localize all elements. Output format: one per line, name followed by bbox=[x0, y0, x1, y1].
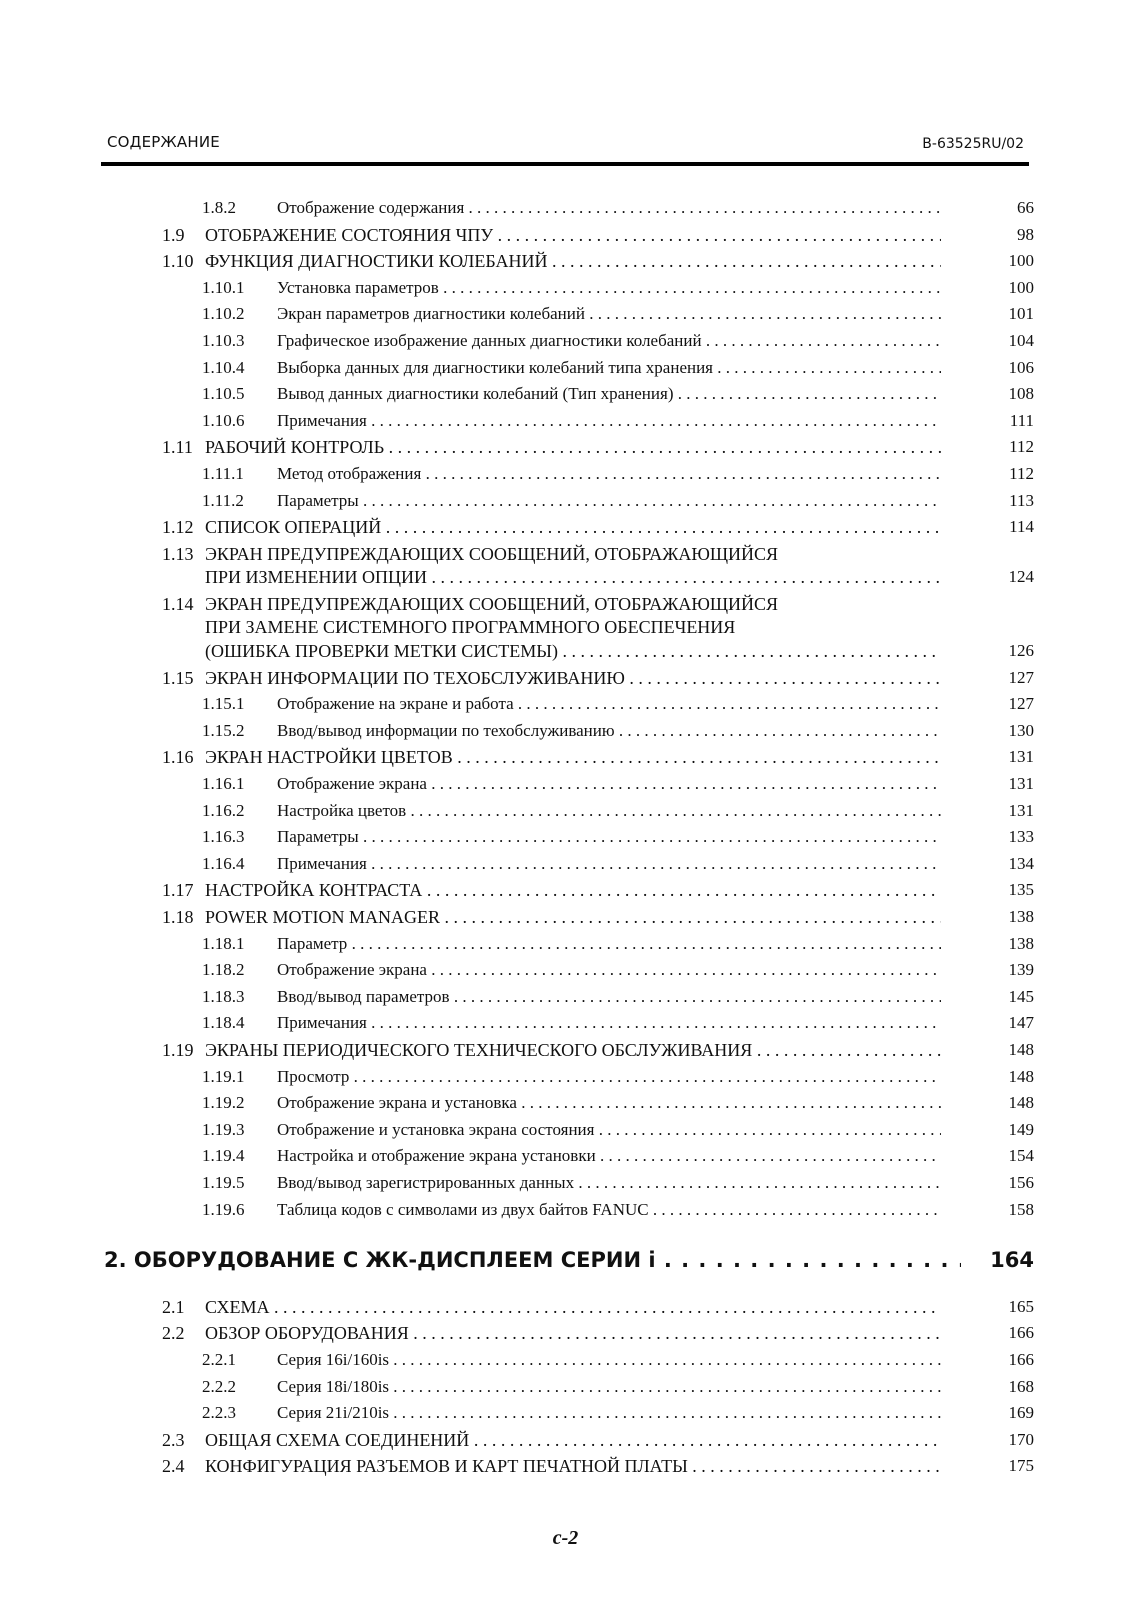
toc-entry[interactable]: 1.16 ЭКРАН НАСТРОЙКИ ЦВЕТОВ . . . 131 bbox=[0, 747, 1131, 774]
toc-entry[interactable]: 1.19.1 Просмотр . . . 148 bbox=[0, 1067, 1131, 1094]
toc-entry-continued[interactable]: ПРИ ЗАМЕНЕ СИСТЕМНОГО ПРОГРАММНОГО ОБЕСПЕЧЕНИЯ bbox=[205, 617, 736, 638]
toc-entry[interactable]: 1.9 ОТОБРАЖЕНИЕ СОСТОЯНИЯ ЧПУ . . . 98 bbox=[0, 225, 1131, 252]
header-document-code: B-63525RU/02 bbox=[922, 136, 1024, 152]
toc-entry-continued[interactable]: (ОШИБКА ПРОВЕРКИ МЕТКИ СИСТЕМЫ) . . . 126 bbox=[0, 641, 1131, 668]
toc-entry[interactable]: 1.14 ЭКРАН ПРЕДУПРЕЖДАЮЩИХ СООБЩЕНИЙ, ОТОБРАЖАЮЩИЙСЯ bbox=[162, 593, 778, 614]
toc-entry-continued[interactable]: ПРИ ИЗМЕНЕНИИ ОПЦИИ . . . 124 bbox=[0, 567, 1131, 594]
toc-entry[interactable]: 1.19.5 Ввод/вывод зарегистрированных данных . . . 156 bbox=[0, 1173, 1131, 1200]
toc-entry[interactable]: 1.11.2 Параметры . . . 113 bbox=[0, 491, 1131, 518]
toc-entry[interactable]: 1.11.1 Метод отображения . . . 112 bbox=[0, 464, 1131, 491]
toc-entry[interactable]: 1.10.4 Выборка данных для диагностики колебаний типа хранения . . . 106 bbox=[0, 358, 1131, 385]
toc-entry[interactable]: 1.11 РАБОЧИЙ КОНТРОЛЬ . . . 112 bbox=[0, 437, 1131, 464]
toc-entry[interactable]: 1.10.5 Вывод данных диагностики колебаний (Тип хранения) . . . 108 bbox=[0, 384, 1131, 411]
toc-entry[interactable]: 1.8.2 Отображение содержания . . . 66 bbox=[0, 198, 1131, 225]
toc-entry[interactable]: 1.19.2 Отображение экрана и установка . . . 148 bbox=[0, 1093, 1131, 1120]
toc-entry[interactable]: 1.18.2 Отображение экрана . . . 139 bbox=[0, 960, 1131, 987]
header-section-title: СОДЕРЖАНИЕ bbox=[107, 133, 220, 151]
toc-entry[interactable]: 2.4 КОНФИГУРАЦИЯ РАЗЪЕМОВ И КАРТ ПЕЧАТНОЙ ПЛАТЫ . . . 175 bbox=[0, 1456, 1131, 1483]
toc-entry[interactable]: 1.10.3 Графическое изображение данных диагностики колебаний . . . 104 bbox=[0, 331, 1131, 358]
toc-entry[interactable]: 1.13 ЭКРАН ПРЕДУПРЕЖДАЮЩИХ СООБЩЕНИЙ, ОТОБРАЖАЮЩИЙСЯ bbox=[162, 543, 778, 564]
toc-entry[interactable]: 1.10.2 Экран параметров диагностики колебаний . . . 101 bbox=[0, 304, 1131, 331]
toc-chapter-heading[interactable]: 2. ОБОРУДОВАНИЕ С ЖК-ДИСПЛЕЕМ СЕРИИ i . . . 164 bbox=[0, 1248, 1131, 1275]
page-number: c-2 bbox=[552, 1527, 579, 1549]
toc-entry[interactable]: 2.3 ОБЩАЯ СХЕМА СОЕДИНЕНИЙ . . . 170 bbox=[0, 1430, 1131, 1457]
toc-entry[interactable]: 1.16.1 Отображение экрана . . . 131 bbox=[0, 774, 1131, 801]
toc-entry[interactable]: 1.19.3 Отображение и установка экрана состояния . . . 149 bbox=[0, 1120, 1131, 1147]
toc-entry[interactable]: 1.10.6 Примечания . . . 111 bbox=[0, 411, 1131, 438]
toc-entry[interactable]: 2.1 СХЕМА . . . 165 bbox=[0, 1297, 1131, 1324]
toc-entry[interactable]: 1.16.4 Примечания . . . 134 bbox=[0, 854, 1131, 881]
toc-entry[interactable]: 1.19 ЭКРАНЫ ПЕРИОДИЧЕСКОГО ТЕХНИЧЕСКОГО ОБСЛУЖИВАНИЯ . . . 148 bbox=[0, 1040, 1131, 1067]
toc-entry[interactable]: 1.19.4 Настройка и отображение экрана установки . . . 154 bbox=[0, 1146, 1131, 1173]
toc-entry[interactable]: 1.18.3 Ввод/вывод параметров . . . 145 bbox=[0, 987, 1131, 1014]
toc-entry[interactable]: 2.2.3 Серия 21i/210is . . . 169 bbox=[0, 1403, 1131, 1430]
toc-entry[interactable]: 2.2.1 Серия 16i/160is . . . 166 bbox=[0, 1350, 1131, 1377]
toc-entry[interactable]: 1.10.1 Установка параметров . . . 100 bbox=[0, 278, 1131, 305]
toc-entry[interactable]: 1.16.2 Настройка цветов . . . 131 bbox=[0, 801, 1131, 828]
header-rule bbox=[101, 162, 1029, 166]
toc-entry[interactable]: 1.17 НАСТРОЙКА КОНТРАСТА . . . 135 bbox=[0, 880, 1131, 907]
toc-entry[interactable]: 1.18 POWER MOTION MANAGER . . . 138 bbox=[0, 907, 1131, 934]
toc-entry[interactable]: 1.19.6 Таблица кодов с символами из двух байтов FANUC . . . 158 bbox=[0, 1200, 1131, 1227]
toc-entry[interactable]: 1.10 ФУНКЦИЯ ДИАГНОСТИКИ КОЛЕБАНИЙ . . . 100 bbox=[0, 251, 1131, 278]
toc-entry[interactable]: 1.15.2 Ввод/вывод информации по техобслуживанию . . . 130 bbox=[0, 721, 1131, 748]
toc-entry[interactable]: 2.2 ОБЗОР ОБОРУДОВАНИЯ . . . 166 bbox=[0, 1323, 1131, 1350]
toc-entry[interactable]: 1.12 СПИСОК ОПЕРАЦИЙ . . . 114 bbox=[0, 517, 1131, 544]
toc-entry[interactable]: 1.15 ЭКРАН ИНФОРМАЦИИ ПО ТЕХОБСЛУЖИВАНИЮ . . . 127 bbox=[0, 668, 1131, 695]
toc-entry[interactable]: 1.16.3 Параметры . . . 133 bbox=[0, 827, 1131, 854]
toc-entry[interactable]: 1.18.1 Параметр . . . 138 bbox=[0, 934, 1131, 961]
toc-entry[interactable]: 1.18.4 Примечания . . . 147 bbox=[0, 1013, 1131, 1040]
toc-entry[interactable]: 1.15.1 Отображение на экране и работа . . . 127 bbox=[0, 694, 1131, 721]
toc-entry[interactable]: 2.2.2 Серия 18i/180is . . . 168 bbox=[0, 1377, 1131, 1404]
